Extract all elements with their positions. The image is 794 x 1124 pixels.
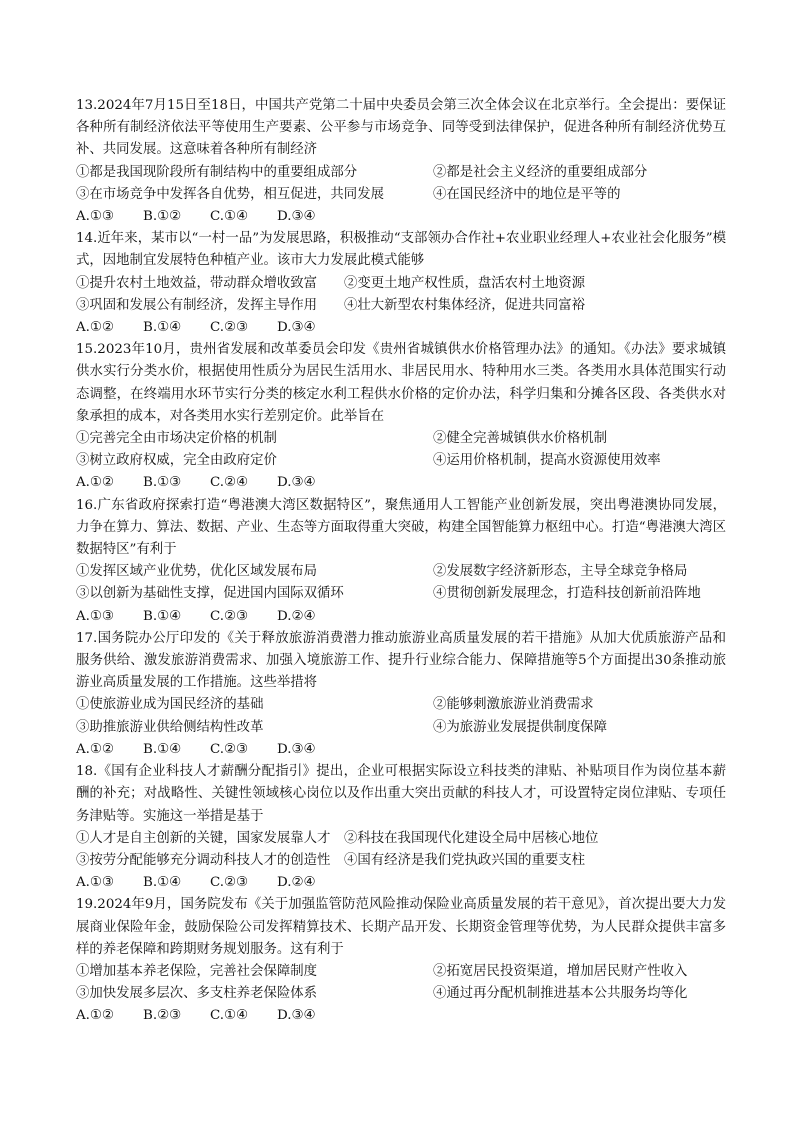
answer-d: D.②④ — [277, 608, 316, 624]
answer-choices — [76, 206, 726, 228]
option-row — [76, 428, 726, 450]
option-row — [76, 162, 726, 184]
option-4: ④贯彻创新发展理念，打造科技创新前沿阵地 — [433, 586, 701, 602]
option-1: ①发挥区域产业优势，优化区域发展布局 — [76, 564, 318, 580]
answer-c: C.②④ — [210, 475, 249, 491]
option-row — [76, 850, 726, 872]
option-4: ④国有经济是我们党执政兴国的重要支柱 — [344, 852, 586, 868]
answer-a: A.①② — [76, 741, 114, 757]
answer-choices — [76, 317, 726, 339]
exam-page — [76, 95, 726, 1028]
option-3: ③助推旅游业供给侧结构性改革 — [76, 719, 264, 735]
question-stem: 13.2024年7月15日至18日，中国共产党第二十届中央委员会第三次全体会议在北京举行。全会提出：要保证各种所有制经济依法平等使用生产要素、公平参与市场竞争、同等受到法律保护，促进各种所有制经济优势互补、共同发展。这意味着各种所有制经济 — [76, 98, 726, 158]
answer-c: C.②③ — [210, 741, 249, 757]
answer-c: C.①④ — [210, 1008, 249, 1024]
option-2: ②发展数字经济新形态，主导全球竞争格局 — [433, 564, 688, 580]
option-3: ③巩固和发展公有制经济，发挥主导作用 — [76, 297, 318, 313]
option-1: ①使旅游业成为国民经济的基础 — [76, 697, 264, 713]
option-4: ④运用价格机制，提高水资源使用效率 — [433, 453, 661, 469]
question-stem: 14.近年来，某市以“一村一品”为发展思路，积极推动“支部领办合作社+农业职业经理人+农业社会化服务”模式，因地制宜发展特色种植产业。该市大力发展此模式能够 — [76, 231, 726, 269]
answer-c: C.②③ — [210, 608, 249, 624]
answer-a: A.①② — [76, 1008, 114, 1024]
option-2: ②变更土地产权性质，盘活农村土地资源 — [344, 275, 586, 291]
answer-b: B.①② — [143, 209, 182, 225]
option-1: ①提升农村土地效益，带动群众增收致富 — [76, 275, 318, 291]
answer-a: A.①③ — [76, 608, 114, 624]
option-2: ②拓宽居民投资渠道，增加居民财产性收入 — [433, 963, 688, 979]
answer-b: B.①④ — [143, 741, 182, 757]
answer-choices — [76, 739, 726, 761]
option-4: ④为旅游业发展提供制度保障 — [433, 719, 608, 735]
answer-choices — [76, 872, 726, 894]
answer-d: D.②④ — [277, 875, 316, 891]
question-16 — [76, 495, 726, 628]
answer-d: D.③④ — [277, 1008, 316, 1024]
option-2: ②科技在我国现代化建设全局中居核心地位 — [344, 830, 599, 846]
answer-a: A.①③ — [76, 875, 114, 891]
question-18 — [76, 761, 726, 894]
option-row — [76, 561, 726, 583]
question-19 — [76, 894, 726, 1027]
answer-c: C.②③ — [210, 875, 249, 891]
answer-b: B.①④ — [143, 608, 182, 624]
option-4: ④壮大新型农村集体经济，促进共同富裕 — [344, 297, 586, 313]
option-row — [76, 961, 726, 983]
option-1: ①人才是自主创新的关键，国家发展靠人才 — [76, 830, 331, 846]
option-row — [76, 583, 726, 605]
answer-c: C.②③ — [210, 320, 249, 336]
question-stem: 16.广东省政府探索打造“粤港澳大湾区数据特区”，聚焦通用人工智能产业创新发展，突出粤港澳协同发展，力争在算力、算法、数据、产业、生态等方面取得重大突破，构建全国智能算力枢纽中心。打造“粤港澳大湾区数据特区”有利于 — [76, 497, 726, 558]
option-3: ③按劳分配能够充分调动科技人才的创造性 — [76, 852, 331, 868]
answer-d: D.③④ — [277, 320, 316, 336]
answer-choices — [76, 472, 726, 494]
question-stem: 19.2024年9月，国务院发布《关于加强监管防范风险推动保险业高质量发展的若干意见》，首次提出要大力发展商业保险年金，鼓励保险公司发挥精算技术、长期产品开发、长期资金管理等优势，为人民群众提供丰富多样的养老保障和跨期财务规划服务。这有利于 — [76, 897, 726, 957]
option-1: ①完善完全由市场决定价格的机制 — [76, 431, 277, 447]
answer-a: A.①③ — [76, 209, 114, 225]
option-row — [76, 717, 726, 739]
option-row — [76, 983, 726, 1005]
option-1: ①增加基本养老保险，完善社会保障制度 — [76, 963, 318, 979]
option-3: ③以创新为基础性支撑，促进国内国际双循环 — [76, 586, 344, 602]
answer-b: B.①③ — [143, 475, 182, 491]
question-14 — [76, 228, 726, 339]
answer-a: A.①② — [76, 475, 114, 491]
answer-d: D.③④ — [277, 209, 316, 225]
answer-b: B.②③ — [143, 1008, 182, 1024]
option-3: ③加快发展多层次、多支柱养老保险体系 — [76, 986, 318, 1002]
question-stem: 18.《国有企业科技人才薪酬分配指引》提出，企业可根据实际设立科技类的津贴、补贴项目作为岗位基本薪酬的补充；对战略性、关键性领域核心岗位以及作出重大突出贡献的科技人才，可设置特定岗位津贴、专项任务津贴等。实施这一举措是基于 — [76, 764, 726, 824]
option-1: ①都是我国现阶段所有制结构中的重要组成部分 — [76, 164, 358, 180]
option-4: ④通过再分配机制推进基本公共服务均等化 — [433, 986, 688, 1002]
answer-choices — [76, 606, 726, 628]
question-15 — [76, 339, 726, 494]
answer-b: B.①④ — [143, 320, 182, 336]
question-13 — [76, 95, 726, 228]
option-row — [76, 273, 726, 295]
answer-choices — [76, 1005, 726, 1027]
option-3: ③在市场竞争中发挥各自优势，相互促进，共同发展 — [76, 186, 384, 202]
option-row — [76, 184, 726, 206]
answer-a: A.①② — [76, 320, 114, 336]
option-row — [76, 295, 726, 317]
option-row — [76, 694, 726, 716]
question-stem: 15.2023年10月，贵州省发展和改革委员会印发《贵州省城镇供水价格管理办法》的通知。《办法》要求城镇供水实行分类水价，根据使用性质分为居民生活用水、非居民用水、特种用水三类。各类用水具体范围实行动态调整，在终端用水环节实行分类的核定水利工程供水价格的定价办法，科学归集和分摊各区段、各类供水对象承担的成本，对各类用水实行差别定价。此举旨在 — [76, 342, 726, 424]
option-row — [76, 450, 726, 472]
option-row — [76, 828, 726, 850]
question-17 — [76, 628, 726, 761]
option-3: ③树立政府权威，完全由政府定价 — [76, 453, 277, 469]
option-2: ②健全完善城镇供水价格机制 — [433, 431, 608, 447]
option-4: ④在国民经济中的地位是平等的 — [433, 186, 621, 202]
answer-d: D.③④ — [277, 741, 316, 757]
option-2: ②都是社会主义经济的重要组成部分 — [433, 164, 648, 180]
answer-d: D.③④ — [277, 475, 316, 491]
question-stem: 17.国务院办公厅印发的《关于释放旅游消费潜力推动旅游业高质量发展的若干措施》从加大优质旅游产品和服务供给、激发旅游消费需求、加强入境旅游工作、提升行业综合能力、保障措施等5个方面提出30条推动旅游业高质量发展的工作措施。这些举措将 — [76, 630, 726, 691]
answer-c: C.①④ — [210, 209, 249, 225]
answer-b: B.①④ — [143, 875, 182, 891]
option-2: ②能够刺激旅游业消费需求 — [433, 697, 594, 713]
